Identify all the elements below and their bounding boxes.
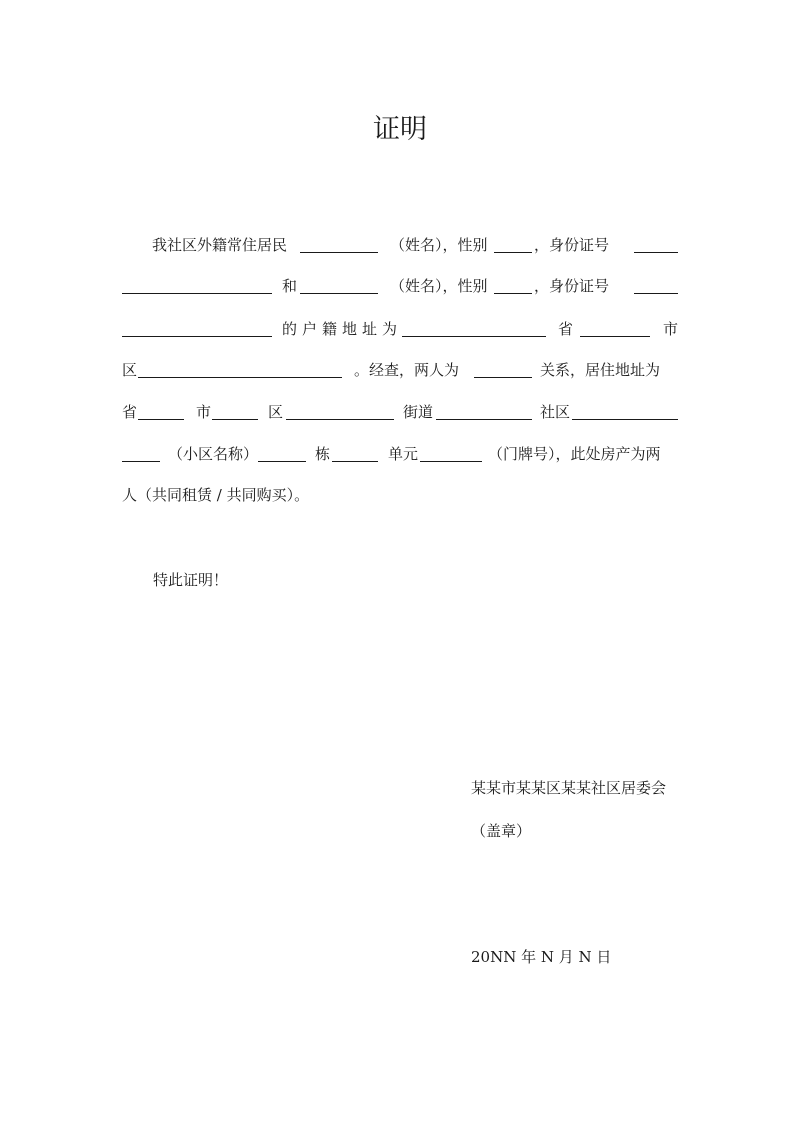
relationship-blank[interactable] [474, 377, 532, 378]
body-line-3 [122, 316, 678, 342]
id-number-label-2: ，身份证号 [534, 277, 610, 295]
closing-statement: 特此证明！ [153, 571, 229, 589]
and-text: 和 [282, 277, 298, 295]
household-char: 户 [302, 320, 318, 338]
community-blank-end[interactable] [122, 461, 160, 462]
body-line-5 [122, 399, 678, 425]
street-label: 街道 [403, 403, 434, 421]
body-line-2 [122, 273, 678, 299]
district-label-2: 区 [268, 403, 284, 421]
id-number-label: ，身份证号 [534, 236, 610, 254]
building-blank[interactable] [332, 461, 378, 462]
body-line-4 [122, 357, 678, 383]
province-blank[interactable] [580, 336, 650, 337]
building-label: 栋 [315, 445, 331, 463]
name-2-blank[interactable] [300, 293, 378, 294]
gender-1-blank[interactable] [494, 252, 532, 253]
unit-blank[interactable] [420, 461, 482, 462]
issuer-name: 某某市某某区某某社区居委会 [471, 779, 667, 797]
name-gender-label: （姓名），性别 [390, 236, 488, 254]
name-1-blank[interactable] [300, 252, 378, 253]
district-blank[interactable] [138, 377, 342, 378]
unit-label: 单元 [388, 445, 419, 463]
body-line-1 [122, 232, 678, 258]
household-char: 籍 [322, 320, 338, 338]
residence-district-blank[interactable] [286, 419, 394, 420]
household-char: 地 [342, 320, 358, 338]
document-title: 证明 [373, 114, 427, 145]
street-blank[interactable] [436, 419, 532, 420]
district-label: 区 [122, 361, 138, 379]
household-char: 的 [282, 320, 298, 338]
city-label: 市 [663, 320, 679, 338]
seal-note: （盖章） [471, 822, 532, 840]
body-line-6 [122, 441, 678, 467]
residence-city-blank[interactable] [212, 419, 258, 420]
community-blank-start[interactable] [572, 419, 678, 420]
door-number-text: （门牌号），此处房产为两 [488, 445, 661, 463]
body-line-7 [122, 482, 678, 508]
residence-address-label: 关系，居住地址为 [540, 361, 661, 379]
id-number-2-blank-end[interactable] [122, 336, 272, 337]
household-char: 为 [382, 320, 398, 338]
relation-intro-text: 。经查，两人为 [354, 361, 460, 379]
province-label: 省 [558, 320, 574, 338]
community-label: 社区 [540, 403, 571, 421]
city-label-2: 市 [196, 403, 212, 421]
id-number-1-blank-end[interactable] [122, 293, 272, 294]
residence-province-blank[interactable] [138, 419, 184, 420]
estate-blank[interactable] [258, 461, 306, 462]
estate-name-label: （小区名称） [168, 445, 259, 463]
id-number-2-blank-start[interactable] [634, 293, 678, 294]
resident-prefix-text: 我社区外籍常住居民 [152, 236, 288, 254]
id-number-1-blank-start[interactable] [634, 252, 678, 253]
issue-date: 20NN 年 N 月 N 日 [471, 948, 612, 966]
household-char: 址 [362, 320, 378, 338]
co-ownership-text: 人（共同租赁 / 共同购买）。 [122, 486, 310, 504]
gender-2-blank[interactable] [494, 293, 532, 294]
province-label-2: 省 [122, 403, 138, 421]
name-gender-label-2: （姓名），性别 [390, 277, 488, 295]
registered-address-blank[interactable] [402, 336, 546, 337]
